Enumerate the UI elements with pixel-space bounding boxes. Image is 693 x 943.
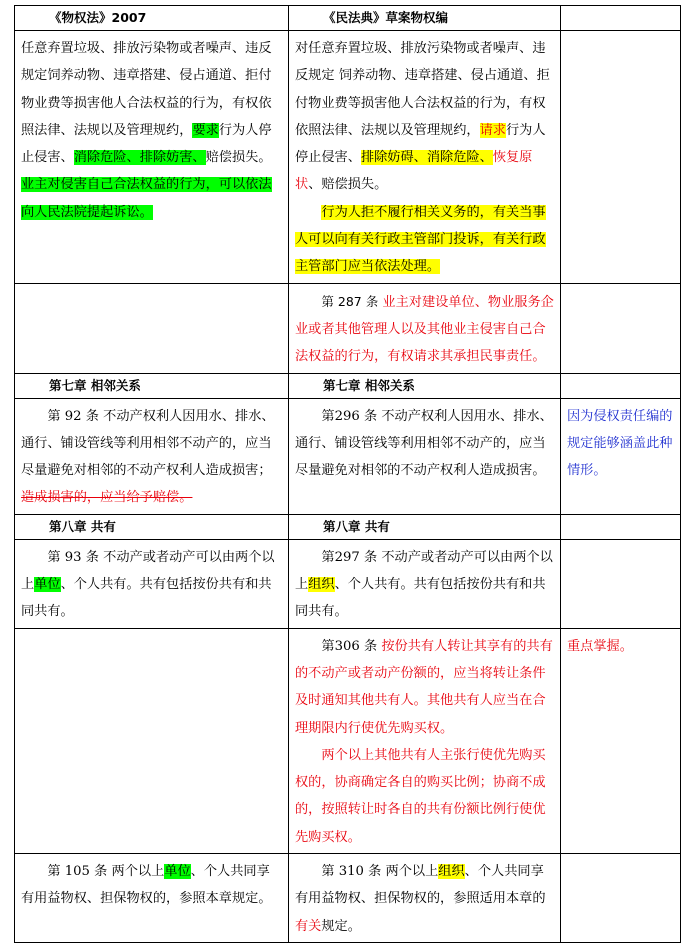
right-nuisance-complaint [295, 199, 554, 281]
article-105-text-b: 、个人共同享有用益物权、担保物权的，参照本章规定。 [21, 864, 272, 907]
left-nuisance-text [21, 35, 282, 226]
article-310-highlight: 组织 [438, 864, 465, 880]
left-empty-cell-2 [15, 628, 289, 853]
article-num-92: 第 92 条 [47, 408, 99, 424]
header-civil-property-law: 《物权法》2007 [15, 6, 289, 31]
left-92-cell [15, 398, 289, 514]
article-num-306: 第306 条 [321, 638, 378, 654]
left-nuisance-cell [15, 31, 289, 284]
note-306-text: 重点掌握。 [567, 638, 633, 654]
chapter7-note-cell [561, 373, 681, 398]
article-num-310: 第 310 条 [321, 864, 382, 880]
right-306-cell [289, 628, 561, 853]
left-nuisance-run: 行为人停止侵害、 [21, 122, 272, 166]
article-num-93: 第 93 条 [47, 549, 99, 565]
note-297-cell [561, 539, 681, 628]
right-nuisance-run: 排除妨碍、消除危险、 [360, 150, 493, 166]
article-num-296: 第296 条 [321, 408, 378, 424]
right-nuisance-cell [289, 31, 561, 284]
right-296-cell [289, 398, 561, 514]
row-105-310 [15, 854, 681, 943]
chapter8-row [15, 514, 681, 539]
article-num-105: 第 105 条 [47, 864, 108, 880]
article-93-text-a: 不动产或者动产可以由两个以上 [21, 549, 275, 593]
row-92-296 [15, 398, 681, 514]
comparison-table [14, 5, 681, 943]
left-nuisance-run: 任意弃置垃圾、排放污染物或者噪声、违反规定饲养动物、违章搭建、侵占通道、拒付物业费等损害他人合法权益的行为，有权依照法律、法规以及管理规约， [21, 41, 272, 138]
right-nuisance-text [295, 35, 554, 199]
right-287-cell [289, 283, 561, 373]
note-296-cell [561, 398, 681, 514]
article-105-highlight: 单位 [164, 864, 191, 880]
deleted-clause: 造成损害的，应当给予赔偿。 [21, 490, 193, 506]
note-287-cell [561, 283, 681, 373]
article-310-text-b: 、个人共同享有用益物权、担保物权的，参照适用本章的 [295, 864, 546, 907]
left-chapter7-heading: 第七章 相邻关系 [15, 373, 289, 398]
article-92-text: 不动产权利人因用水、排水、通行、铺设管线等利用相邻不动产的，应当尽量避免对相邻的不动产权利人造成损害； [21, 408, 275, 479]
chapter8-note-cell [561, 514, 681, 539]
header-row [15, 6, 681, 31]
left-nuisance-run: 赔偿损失。 [205, 150, 272, 166]
left-nuisance-run: 消除危险、排除妨害、 [73, 150, 206, 166]
header-civil-code: 《民法典》草案物权编 [289, 6, 561, 31]
article-93-highlight: 单位 [34, 577, 61, 593]
right-nuisance-run: 行为人停止侵害、 [295, 122, 546, 166]
article-297-text-a: 不动产或者动产可以由两个以上 [295, 549, 553, 593]
article-306-text: 按份共有人转让其享有的共有的不动产或者动产份额的，应当将转让条件及时通知其他共有人。其他共有人应当在合理期限内行使优先购买权。 [295, 638, 553, 736]
article-287-text: 业主对建设单位、物业服务企业或者其他管理人以及其他业主侵害自己合法权益的行为，有权请求其承担民事责任。 [295, 294, 554, 365]
row-306 [15, 628, 681, 853]
article-310-text-a: 两个以上 [385, 864, 439, 880]
row-93-297 [15, 539, 681, 628]
article-105-text-a: 两个以上 [111, 864, 165, 880]
right-nuisance-run: 恢复原状 [295, 150, 533, 193]
header-notes [561, 6, 681, 31]
article-297-text-b: 、个人共有。共有包括按份共有和共同共有。 [295, 577, 546, 620]
note-306-cell [561, 628, 681, 853]
right-complaint-run: 行为人拒不履行相关义务的，有关当事人可以向有关行政主管部门投诉，有关行政主管部门应当依法处理。 [295, 204, 546, 275]
left-nuisance-run: 要求 [192, 122, 219, 138]
left-93-cell [15, 539, 289, 628]
note-310-cell [561, 854, 681, 943]
left-105-cell [15, 854, 289, 943]
note-nuisance-cell [561, 31, 681, 284]
article-310-text-c: 规定。 [321, 918, 361, 934]
row-287 [15, 283, 681, 373]
left-nuisance-run: 业主对侵害自己合法权益的行为，可以依法向人民法院提起诉讼。 [21, 177, 272, 220]
right-chapter7-heading: 第七章 相邻关系 [289, 373, 561, 398]
article-310-red: 有关 [295, 918, 322, 934]
note-296-text: 因为侵权责任编的规定能够涵盖此种情形。 [567, 408, 673, 479]
article-num-297: 第297 条 [321, 549, 378, 565]
right-nuisance-run: 请求 [479, 122, 506, 138]
row-nuisance [15, 31, 681, 284]
left-empty-cell [15, 283, 289, 373]
article-306-para2: 两个以上其他共有人主张行使优先购买权的，协商确定各自的购买比例；协商不成的，按照转让时各自的共有份额比例行使优先购买权。 [295, 747, 546, 845]
article-297-highlight: 组织 [308, 577, 335, 593]
article-num-287: 第 287 条 [321, 293, 379, 309]
chapter7-row [15, 373, 681, 398]
left-chapter8-heading: 第八章 共有 [15, 514, 289, 539]
article-93-text-b: 、个人共有。共有包括按份共有和共同共有。 [21, 577, 272, 620]
right-297-cell [289, 539, 561, 628]
right-chapter8-heading: 第八章 共有 [289, 514, 561, 539]
right-nuisance-run: 对任意弃置垃圾、排放污染物或者噪声、违反规定 饲养动物、违章搭建、侵占通道、拒付物业费等损害他人合法权益的行为，有权依照法律、法规以及管理规约， [295, 41, 550, 138]
right-nuisance-run: 、赔偿损失。 [308, 177, 388, 193]
article-296-text: 不动产权利人因用水、排水、通行、铺设管线等利用相邻不动产的，应当尽量避免对相邻的不动产权利人造成损害。 [295, 408, 553, 479]
right-310-cell [289, 854, 561, 943]
